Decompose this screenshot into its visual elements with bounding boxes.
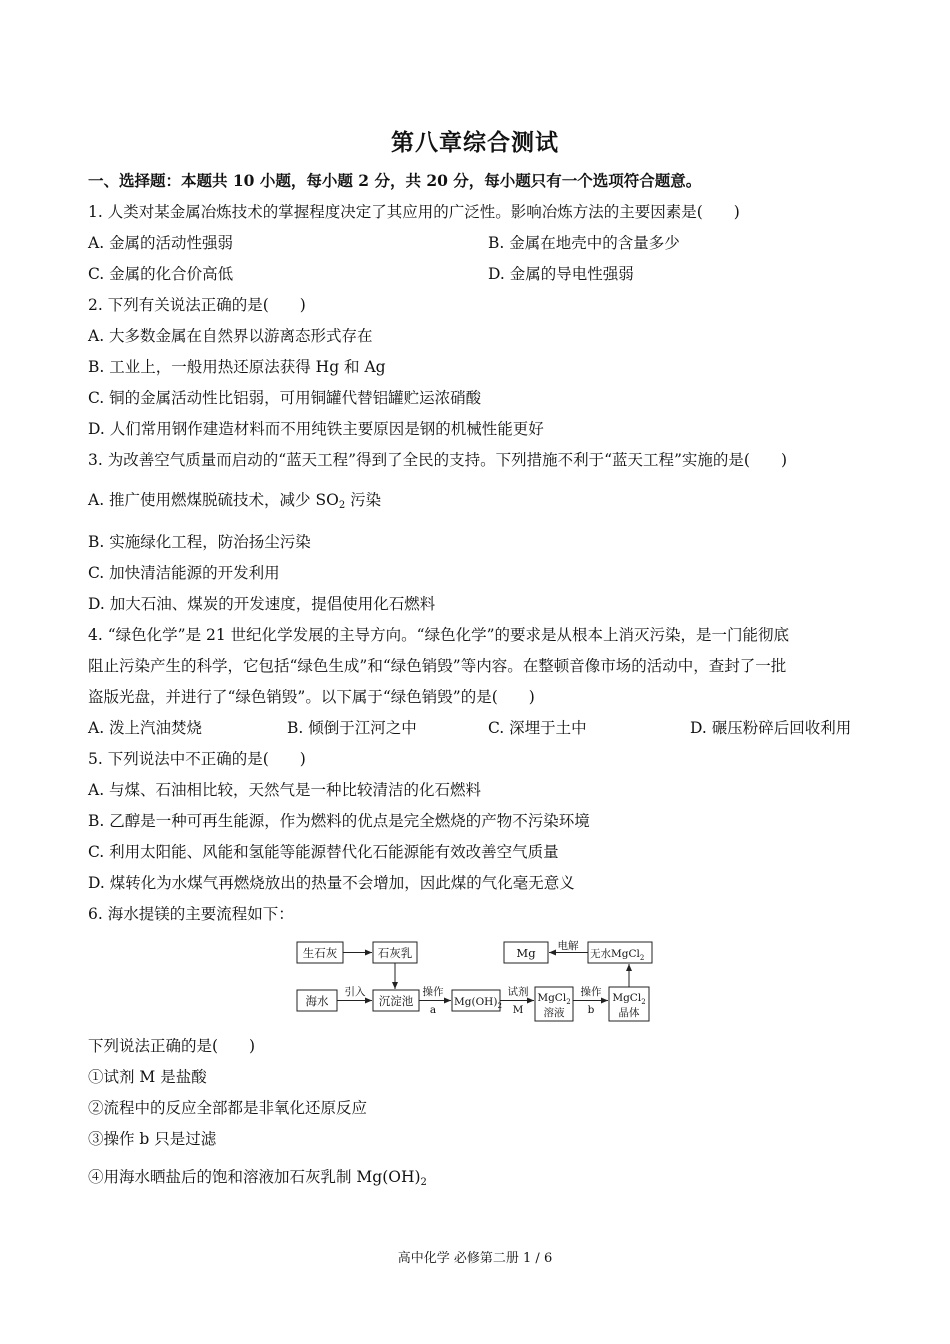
q1-option-b: B. 金属在地壳中的含量多少: [488, 234, 680, 252]
q3-option-b: B. 实施绿化工程，防治扬尘污染: [88, 533, 311, 551]
q6-statement-2: ②流程中的反应全部都是非氧化还原反应: [88, 1099, 368, 1117]
q1-option-a: A. 金属的活动性强弱: [88, 234, 234, 252]
q2-option-d: D. 人们常用钢作建造材料而不用纯铁主要原因是钢的机械性能更好: [88, 420, 544, 438]
q4-option-b: B. 倾倒于江河之中: [287, 719, 417, 737]
q3-option-a-tail: 污染: [345, 491, 382, 509]
q3-option-a: [88, 490, 381, 516]
label-mgcl2-solution-2: 溶液: [543, 1007, 565, 1019]
q2-option-c: C. 铜的金属活动性比铝弱，可用铜罐代替铝罐贮运浓硝酸: [88, 389, 482, 407]
q5-option-b: B. 乙醇是一种可再生能源，作为燃料的优点是完全燃烧的产物不污染环境: [88, 812, 590, 830]
q5-option-a: A. 与煤、石油相比较，天然气是一种比较清洁的化石燃料: [88, 781, 482, 799]
q5-option-d: D. 煤转化为水煤气再燃烧放出的热量不会增加，因此煤的气化毫无意义: [88, 874, 575, 892]
q2-option-a: A. 大多数金属在自然界以游离态形式存在: [88, 327, 373, 345]
label-mgcl2-solution-text: MgCl: [537, 992, 567, 1004]
q1-option-d: D. 金属的导电性强弱: [488, 265, 634, 283]
label-settling-tank: 沉淀池: [378, 994, 414, 1008]
label-mgcl2-crystal-text: MgCl: [612, 992, 642, 1004]
label-mgcl2-crystal-sub: 2: [641, 998, 646, 1006]
q4-stem-line2: 阻止污染产生的科学，它包括“绿色生成”和“绿色销毁”等内容。在整顿音像市场的活动中，查封了一批: [88, 657, 787, 675]
q6-statement-4-subscript: 2: [420, 1177, 427, 1188]
q3-stem: 3. 为改善空气质量而启动的“蓝天工程”得到了全民的支持。下列措施不利于“蓝天工程”实施的是( ): [88, 451, 788, 469]
q6-statement-4: [88, 1167, 427, 1193]
q1-stem: 1. 人类对某金属冶炼技术的掌握程度决定了其应用的广泛性。影响冶炼方法的主要因素是( ): [88, 203, 740, 221]
section-header: 一、选择题：本题共 10 小题，每小题 2 分，共 20 分，每小题只有一个选项符合题意。: [88, 171, 702, 190]
q6-stem: 6. 海水提镁的主要流程如下：: [88, 905, 294, 923]
magnesium-flow-diagram: [292, 936, 654, 1026]
q2-option-b: B. 工业上，一般用热还原法获得 Hg 和 Ag: [88, 358, 386, 376]
q4-option-a: A. 泼上汽油焚烧: [88, 719, 203, 737]
q4-option-c: C. 深埋于土中: [488, 719, 587, 737]
label-mgoh2: [454, 996, 502, 1010]
q6-question: 下列说法正确的是( ): [88, 1037, 256, 1055]
label-mgcl2-crystal-2: 晶体: [618, 1007, 640, 1019]
q4-stem-line1: 4. “绿色化学”是 21 世纪化学发展的主导方向。“绿色化学”的要求是从根本上消灭污染，是一门能彻底: [88, 626, 789, 644]
label-op-b-1: 操作: [580, 986, 602, 998]
label-op-b-2: b: [587, 1004, 595, 1016]
q1-option-c: C. 金属的化合价高低: [88, 265, 234, 283]
label-introduce: 引入: [344, 986, 366, 998]
label-lime-milk: 石灰乳: [377, 946, 413, 960]
q4-option-d: D. 碾压粉碎后回收利用: [690, 719, 852, 737]
label-electrolysis: 电解: [557, 940, 579, 952]
q6-statement-1: ①试剂 M 是盐酸: [88, 1068, 207, 1086]
label-mgoh2-sub: 2: [497, 1002, 502, 1010]
q3-option-c: C. 加快清洁能源的开发利用: [88, 564, 280, 582]
q6-statement-3: ③操作 b 只是过滤: [88, 1130, 217, 1148]
q5-option-c: C. 利用太阳能、风能和氢能等能源替代化石能源能有效改善空气质量: [88, 843, 559, 861]
label-mg: Mg: [516, 946, 536, 960]
label-seawater: 海水: [305, 994, 329, 1008]
page-title: 第八章综合测试: [391, 129, 559, 156]
q6-statement-4-text: ④用海水晒盐后的饱和溶液加石灰乳制 Mg(OH): [88, 1168, 421, 1186]
q3-option-a-subscript: 2: [338, 500, 346, 511]
label-reagent-1: 试剂: [507, 986, 529, 998]
label-op-a-1: 操作: [422, 986, 444, 998]
q3-option-d: D. 加大石油、煤炭的开发速度，提倡使用化石燃料: [88, 595, 436, 613]
q4-stem-line3: 盗版光盘，并进行了“绿色销毁”。以下属于“绿色销毁”的是( ): [88, 688, 535, 706]
label-anhydrous-mgcl2-sub: 2: [639, 954, 645, 962]
label-reagent-2: M: [512, 1004, 524, 1016]
label-quicklime: 生石灰: [302, 946, 338, 960]
label-anhydrous-mgcl2-text: 无水MgCl: [590, 948, 640, 960]
label-op-a-2: a: [429, 1004, 437, 1016]
label-mgcl2-crystal-1: [612, 992, 645, 1006]
label-mgcl2-solution-1: [537, 992, 570, 1006]
label-mgoh2-text: Mg(OH): [454, 996, 498, 1008]
q3-option-a-text: A. 推广使用燃煤脱硫技术，减少 SO: [88, 491, 339, 509]
page-footer: 高中化学 必修第二册 1 / 6: [397, 1251, 553, 1266]
label-anhydrous-mgcl2: [590, 947, 644, 962]
q2-stem: 2. 下列有关说法正确的是( ): [88, 296, 306, 314]
q5-stem: 5. 下列说法中不正确的是( ): [88, 750, 306, 768]
label-mgcl2-solution-sub: 2: [566, 998, 571, 1006]
